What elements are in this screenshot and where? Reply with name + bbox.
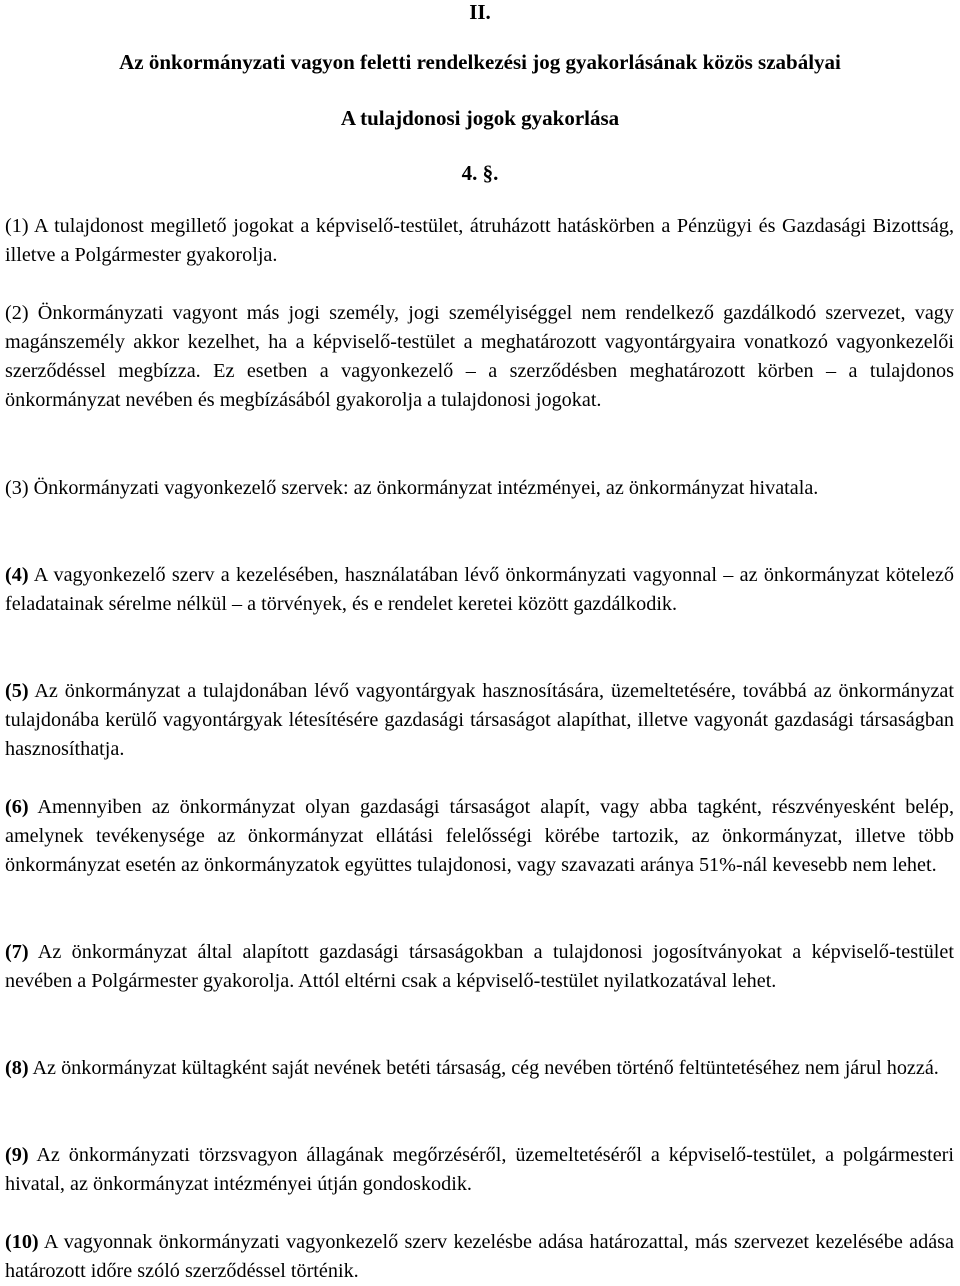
- paragraph-3: [5, 474, 954, 503]
- paragraph-number: (9): [5, 1144, 29, 1166]
- paragraph-number: (4): [5, 564, 29, 586]
- paragraph-text: Az önkormányzat kültagként saját nevének betéti társaság, cég nevében történő feltüntetéséhez nem járul hozzá.: [28, 1057, 939, 1079]
- paragraph-text: Önkormányzati vagyonkezelő szervek: az önkormányzat intézményei, az önkormányzat hivatala.: [28, 477, 819, 499]
- paragraph-text: Amennyiben az önkormányzat olyan gazdasági társaságot alapít, vagy abba tagként, részvényesként belép, amelynek tevékenysége az önkormányzat ellátási felelősségi körébe tartozik, az önkormányzat, illetve több önkormányzat esetén az önkormányzatok együttes tulajdonosi, vagy szavazati aránya 51%-nál kevesebb nem lehet.: [5, 796, 954, 876]
- paragraph-number: (2): [5, 302, 29, 324]
- section-title: A tulajdonosi jogok gyakorlása: [340, 106, 620, 130]
- paragraph-number: (1): [5, 215, 29, 237]
- paragraph-7: [5, 938, 954, 996]
- paragraph-6: [5, 793, 954, 880]
- paragraph-text: Önkormányzati vagyont más jogi személy, jogi személyiséggel nem rendelkező gazdálkodó szervezet, vagy magánszemély akkor kezelhet, ha a képviselő-testület a meghatározott vagyontárgyaira vonatkozó vagyonkezelői szerződéssel megbízza. Ez esetben a vagyonkezelő – a szerződésben meghatározott körben – a tulajdonos önkormányzat nevében és megbízásából gyakorolja a tulajdonosi jogokat.: [5, 302, 954, 411]
- paragraph-4: [5, 561, 954, 619]
- paragraph-number: (8): [5, 1057, 29, 1079]
- chapter-title: Az önkormányzati vagyon feletti rendelkezési jog gyakorlásának közös szabályai: [119, 50, 841, 74]
- paragraph-2: [5, 299, 954, 415]
- paragraph-text: Az önkormányzat által alapított gazdasági társaságokban a tulajdonosi jogosítványokat a képviselő-testület nevében a Polgármester gyakorolja. Attól eltérni csak a képviselő-testület nyilatkozatával lehet.: [5, 941, 954, 992]
- paragraph-text: Az önkormányzat a tulajdonában lévő vagyontárgyak hasznosítására, üzemeltetésére, továbbá az önkormányzat tulajdonába kerülő vagyontárgyak létesítésére gazdasági társaságot alapíthat, illetve vagyonát gazdasági társaságban hasznosíthatja.: [5, 680, 954, 760]
- paragraph-5: [5, 677, 954, 764]
- chapter-number: II.: [469, 0, 491, 24]
- paragraph-text: Az önkormányzati törzsvagyon állagának megőrzéséről, üzemeltetéséről a képviselő-testület, a polgármesteri hivatal, az önkormányzat intézményei útján gondoskodik.: [5, 1144, 954, 1195]
- paragraph-9: [5, 1141, 954, 1199]
- paragraph-text: A tulajdonost megillető jogokat a képviselő-testület, átruházott hatáskörben a Pénzügyi és Gazdasági Bizottság, illetve a Polgármester gyakorolja.: [5, 215, 954, 266]
- section-number: 4. §.: [461, 161, 499, 185]
- paragraph-text: A vagyonnak önkormányzati vagyonkezelő szerv kezelésbe adása határozattal, más szervezet kezelésébe adása határozott időre szóló szerződéssel történik.: [5, 1231, 954, 1282]
- paragraph-10: [5, 1228, 954, 1286]
- paragraph-number: (3): [5, 477, 29, 499]
- paragraph-text: A vagyonkezelő szerv a kezelésében, használatában lévő önkormányzati vagyonnal – az önkormányzat kötelező feladatainak sérelme nélkül – a törvények, és e rendelet keretei között gazdálkodik.: [5, 564, 954, 615]
- paragraph-number: (6): [5, 796, 29, 818]
- paragraph-number: (5): [5, 680, 29, 702]
- paragraph-number: (10): [5, 1231, 39, 1253]
- paragraph-1: [5, 212, 954, 270]
- paragraph-8: [5, 1054, 954, 1083]
- paragraph-number: (7): [5, 941, 29, 963]
